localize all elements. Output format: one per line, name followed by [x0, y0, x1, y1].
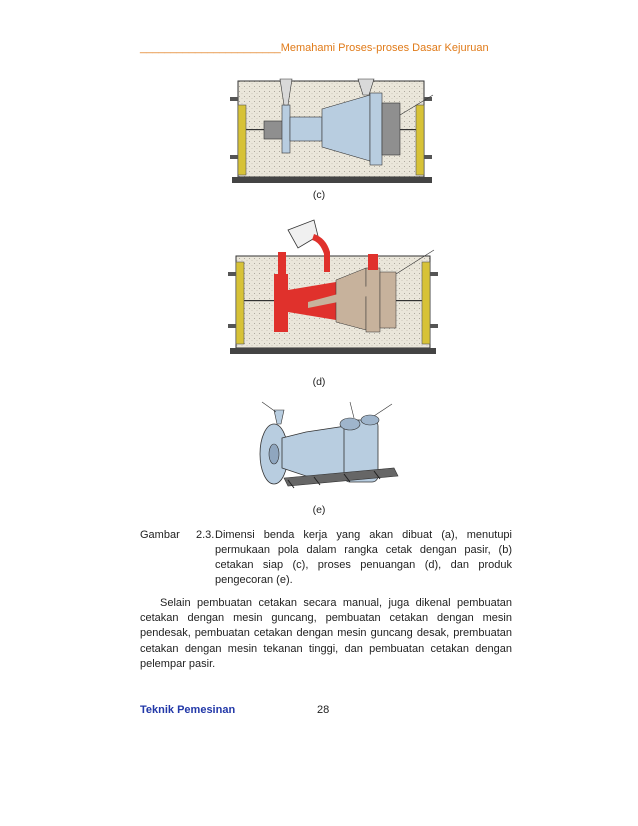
figure-d-label: (d) — [312, 376, 326, 388]
figure-e-product — [254, 398, 404, 498]
caption-label: Gambar — [140, 529, 180, 541]
footer-section-title: Teknik Pemesinan — [140, 704, 236, 716]
body-paragraph: Selain pembuatan cetakan secara manual, juga dikenal pembuatan cetakan dengan mesin guncang, pembuatan cetakan dengan mesin pendesak, pembuatan cetakan dengan mesin guncang desak, prembuatan cetakan dengan mesin tekanan tinggi, dan pembuatan cetakan dengan pelempar pasir. — [140, 597, 512, 670]
page-number: 28 — [317, 704, 330, 716]
figure-e-label: (e) — [312, 504, 326, 516]
figure-c-label: (c) — [312, 189, 326, 201]
caption-number: 2.3. — [196, 529, 215, 541]
figure-c-mold-ready — [228, 75, 438, 187]
header-rule: _______________________ — [140, 42, 281, 54]
caption-text: Dimensi benda kerja yang akan dibuat (a), menutupi permukaan pola dalam rangka cetak dengan pasir, (b) cetakan siap (c), proses penuangan (d), dan produk pengecoran (e). — [215, 529, 512, 586]
header-title: Memahami Proses-proses Dasar Kejuruan — [280, 42, 489, 54]
figure-d-pouring — [218, 212, 442, 362]
page-header — [140, 42, 512, 54]
